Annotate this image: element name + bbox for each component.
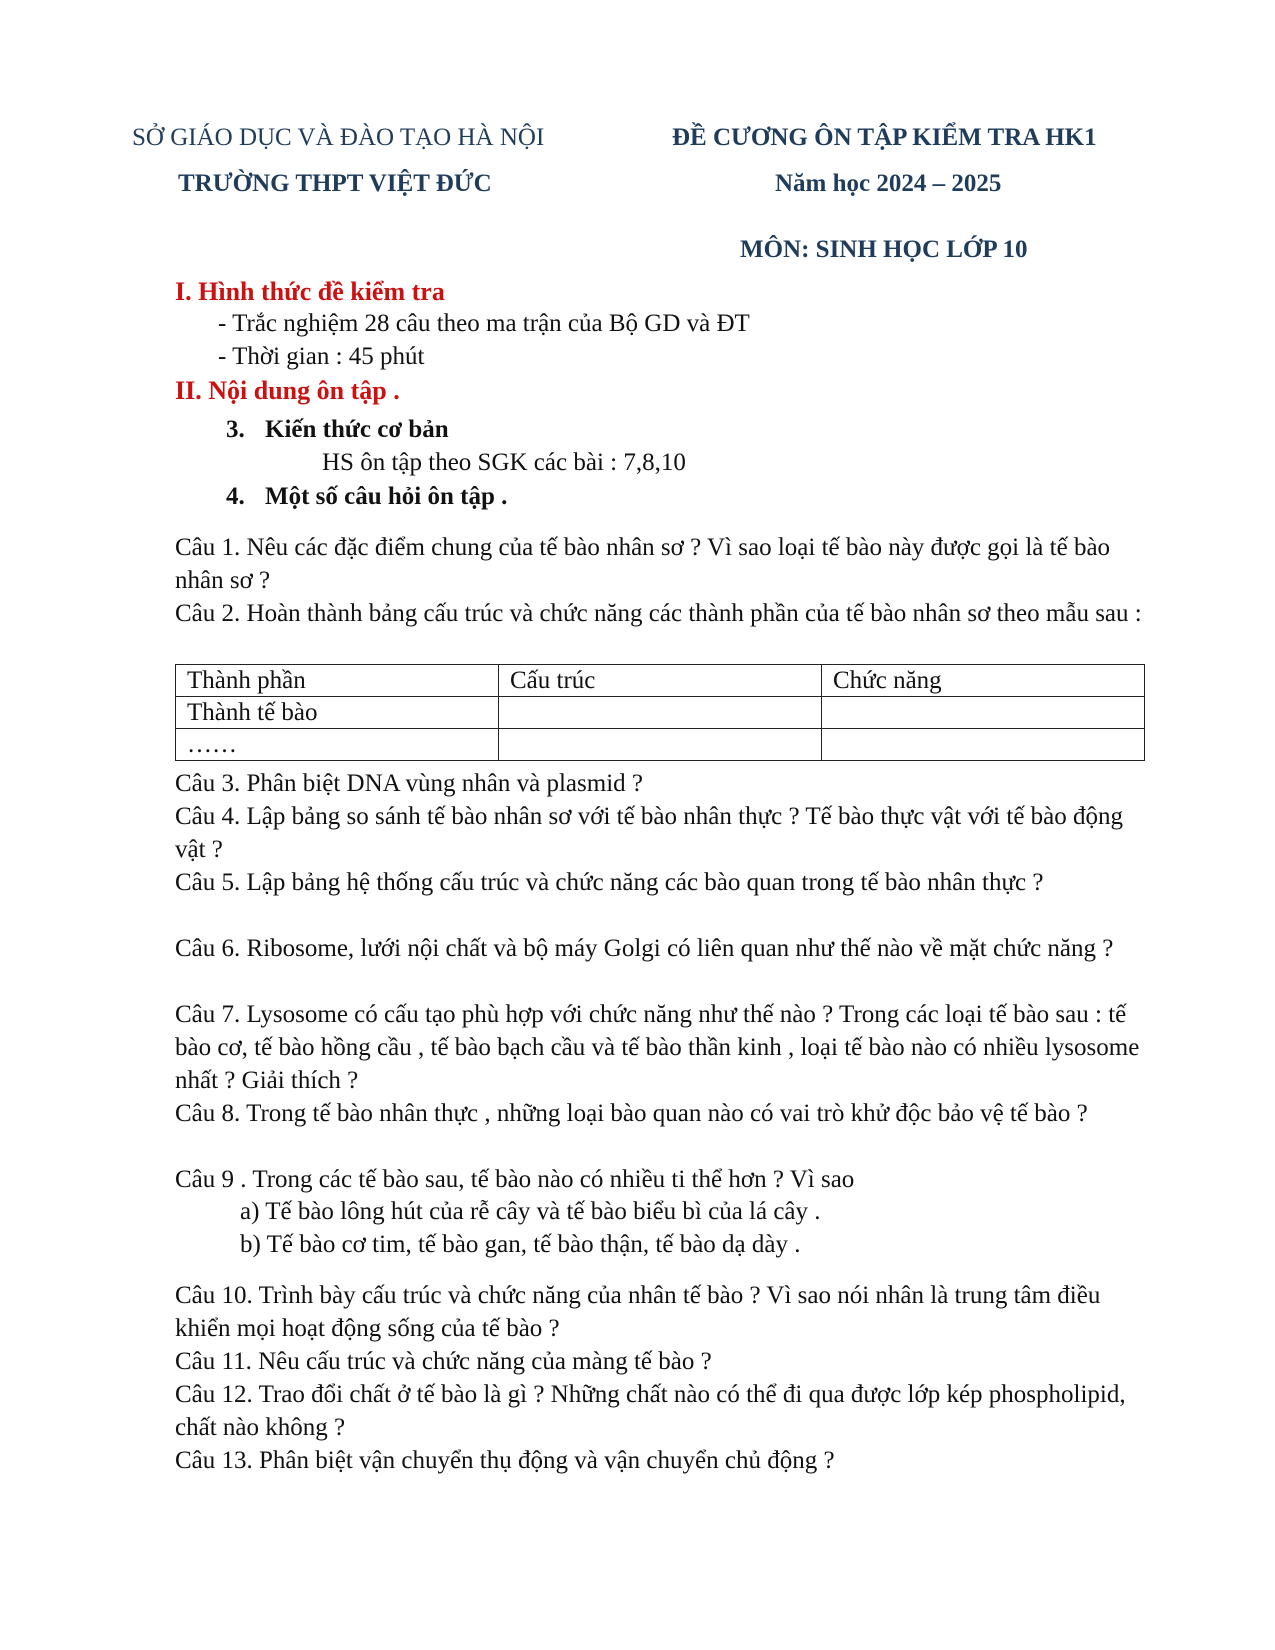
department-name: SỞ GIÁO DỤC VÀ ĐÀO TẠO HÀ NỘI: [132, 124, 545, 151]
table-header-row: [176, 665, 1145, 697]
question-6: Câu 6. Ribosome, lưới nội chất và bộ máy Golgi có liên quan như thế nào về mặt chức năng ?: [175, 935, 1114, 962]
question-10: Câu 10. Trình bày cấu trúc và chức năng của nhân tế bào ? Vì sao nói nhân là trung tâm điều khiển mọi hoạt động sống của tế bào ?: [175, 1282, 1101, 1342]
table-cell: [499, 729, 822, 761]
school-year: Năm học 2024 – 2025: [775, 170, 1002, 197]
question-9: Câu 9 . Trong các tế bào sau, tế bào nào có nhiều ti thể hơn ? Vì sao: [175, 1166, 855, 1193]
question-11: Câu 11. Nêu cấu trúc và chức năng của màng tế bào ?: [175, 1348, 712, 1375]
table-header-cell: Chức năng: [822, 665, 1145, 697]
question-12: Câu 12. Trao đổi chất ở tế bào là gì ? Những chất nào có thể đi qua được lớp kép phospholipid, chất nào không ?: [175, 1381, 1126, 1441]
subsection-3-number: 3.: [226, 416, 245, 443]
table-cell: ……: [176, 729, 499, 761]
table-header-cell: Cấu trúc: [499, 665, 822, 697]
subsection-4-title: Một số câu hỏi ôn tập .: [265, 483, 508, 510]
question-9-option-a: a) Tế bào lông hút của rễ cây và tế bào biểu bì của lá cây .: [240, 1198, 821, 1225]
subsection-4-number: 4.: [226, 483, 245, 510]
question-2: Câu 2. Hoàn thành bảng cấu trúc và chức năng các thành phần của tế bào nhân sơ theo mẫu sau :: [175, 600, 1142, 627]
section-2-title: II. Nội dung ôn tập .: [175, 376, 400, 405]
subsection-3-title: Kiến thức cơ bản: [265, 416, 449, 443]
document-title: ĐỀ CƯƠNG ÔN TẬP KIỂM TRA HK1: [672, 124, 1097, 151]
table-header-cell: Thành phần: [176, 665, 499, 697]
section-1-item: - Trắc nghiệm 28 câu theo ma trận của Bộ GD và ĐT: [218, 310, 750, 337]
question-5: Câu 5. Lập bảng hệ thống cấu trúc và chức năng các bào quan trong tế bào nhân thực ?: [175, 869, 1044, 896]
table-row: [176, 729, 1145, 761]
question-3: Câu 3. Phân biệt DNA vùng nhân và plasmid ?: [175, 770, 643, 797]
subsection-3-text: HS ôn tập theo SGK các bài : 7,8,10: [322, 449, 686, 476]
question-4: Câu 4. Lập bảng so sánh tế bào nhân sơ với tế bào nhân thực ? Tế bào thực vật với tế bào động vật ?: [175, 803, 1124, 863]
question-13: Câu 13. Phân biệt vận chuyển thụ động và vận chuyển chủ động ?: [175, 1447, 835, 1474]
template-table: [175, 664, 1145, 761]
question-8: Câu 8. Trong tế bào nhân thực , những loại bào quan nào có vai trò khử độc bảo vệ tế bào ?: [175, 1100, 1088, 1127]
question-9-option-b: b) Tế bào cơ tim, tế bào gan, tế bào thận, tế bào dạ dày .: [240, 1231, 801, 1258]
table-cell: [499, 697, 822, 729]
section-1-item: - Thời gian : 45 phút: [218, 343, 425, 370]
section-1-title: I. Hình thức đề kiểm tra: [175, 277, 445, 306]
table-cell: Thành tế bào: [176, 697, 499, 729]
table-cell: [822, 729, 1145, 761]
table-cell: [822, 697, 1145, 729]
subject-title: MÔN: SINH HỌC LỚP 10: [740, 236, 1028, 263]
question-7: Câu 7. Lysosome có cấu tạo phù hợp với chức năng như thế nào ? Trong các loại tế bào sau : tế bào cơ, tế bào hồng cầu , tế bào bạch cầu và tế bào thần kinh , loại tế bào nào có nhiều lysosome nhất ? Giải thích ?: [175, 1001, 1140, 1094]
question-1: Câu 1. Nêu các đặc điểm chung của tế bào nhân sơ ? Vì sao loại tế bào này được gọi là tế bào nhân sơ ?: [175, 534, 1111, 594]
school-name: TRƯỜNG THPT VIỆT ĐỨC: [178, 170, 492, 197]
table-row: [176, 697, 1145, 729]
